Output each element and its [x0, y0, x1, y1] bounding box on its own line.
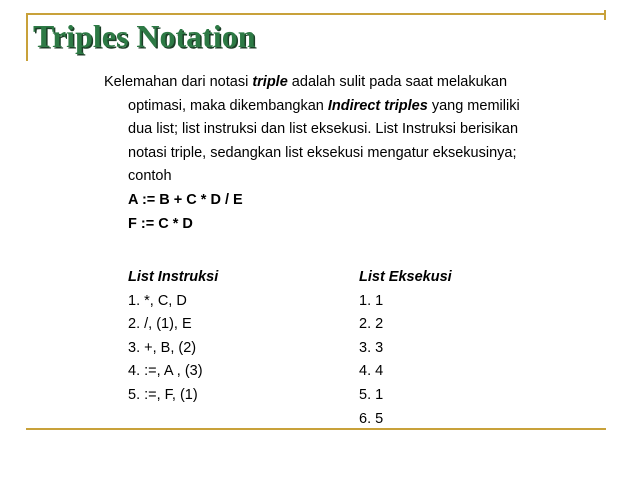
term-triple: triple [252, 74, 288, 90]
term-indirect-triples: Indirect triples [327, 97, 428, 114]
list-instruksi-item: 3. +, B, (2) [128, 339, 197, 356]
list-instruksi-item: 2. /, (1), E [128, 316, 192, 333]
list-instruksi-header: List Instruksi [128, 269, 219, 285]
text-span: optimasi, maka dikembangkan [128, 97, 328, 114]
text-span: yang memiliki [427, 97, 520, 114]
text-span: Kelemahan dari notasi [104, 74, 253, 90]
list-instruksi-item: 4. :=, A , (3) [128, 363, 203, 380]
paragraph-line-4: notasi triple, sedangkan list eksekusi mengatur eksekusinya; [128, 144, 517, 161]
text-span: adalah sulit pada saat melakukan [287, 74, 508, 90]
example-equation-2: F := C * D [128, 215, 193, 232]
bottom-frame-line [26, 428, 606, 430]
body-paragraph [104, 71, 520, 236]
list-eksekusi-item: 5. 1 [359, 386, 384, 403]
paragraph-line-2 [104, 95, 520, 119]
list-instruksi-item: 1. *, C, D [128, 292, 187, 309]
list-eksekusi-item: 1. 1 [359, 292, 384, 309]
list-eksekusi-header: List Eksekusi [359, 269, 452, 285]
top-right-frame-tick [604, 10, 606, 20]
paragraph-line-1 [104, 71, 520, 95]
example-equation-1: A := B + C * D / E [128, 191, 243, 208]
list-eksekusi [359, 266, 452, 431]
list-eksekusi-item: 2. 2 [359, 316, 384, 333]
slide-title: Triples Notation [33, 18, 256, 54]
paragraph-line-5: contoh [128, 168, 172, 185]
list-instruksi [128, 266, 218, 408]
top-left-frame-line [26, 13, 28, 61]
paragraph-line-3: dua list; list instruksi dan list eksekusi. List Instruksi berisikan [128, 121, 519, 138]
list-eksekusi-item: 6. 5 [359, 410, 384, 427]
list-eksekusi-item: 4. 4 [359, 363, 384, 380]
list-instruksi-item: 5. :=, F, (1) [128, 386, 198, 403]
top-frame-line [26, 13, 606, 15]
list-eksekusi-item: 3. 3 [359, 339, 384, 356]
